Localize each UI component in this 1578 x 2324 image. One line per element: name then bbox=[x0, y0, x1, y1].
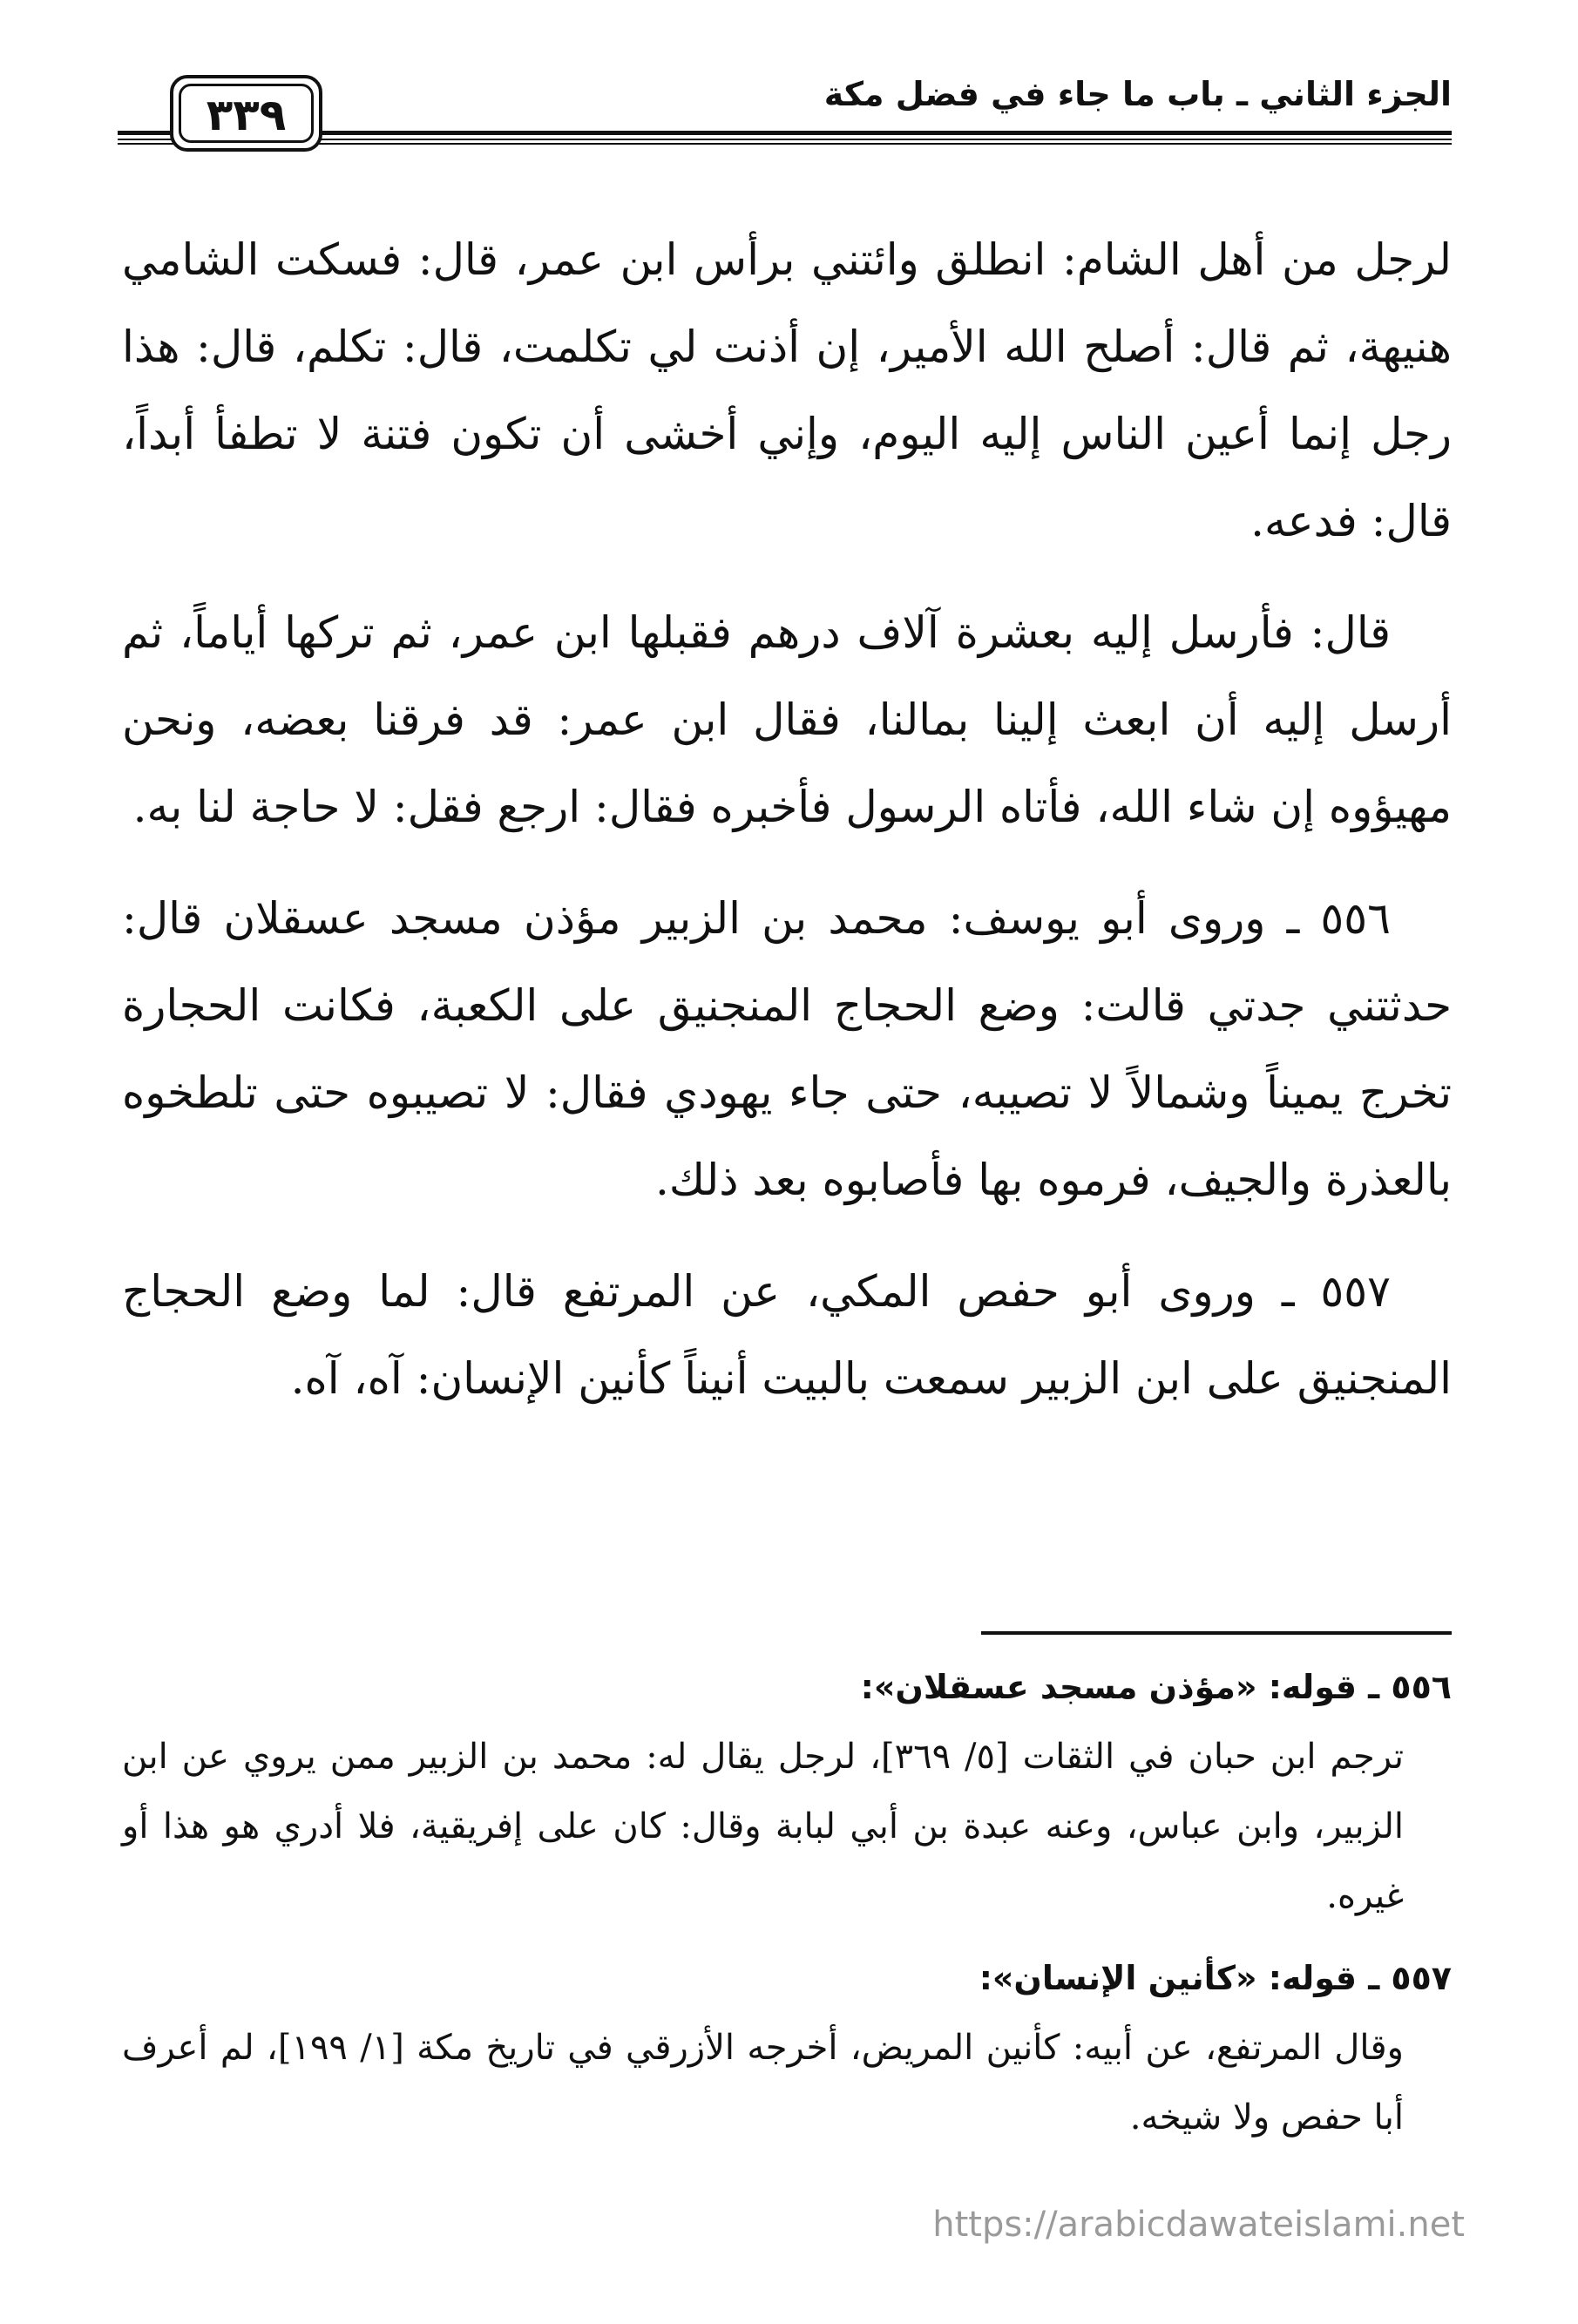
paragraph: قال: فأرسل إليه بعشرة آلاف درهم فقبلها ابن عمر، ثم تركها أياماً، ثم أرسل إليه أن ابعث إلينا بمالنا، فقال ابن عمر: قد فرقنا بعضه، ونحن مهيؤوه إن شاء الله، فأتاه الرسول فأخبره فقال: ارجع فقل: لا حاجة لنا به. bbox=[122, 607, 1452, 832]
footnote-text: ترجم ابن حبان في الثقات [٥/ ٣٦٩]، لرجل يقال له: محمد بن الزبير ممن يروي عن ابن الزبير، وابن عباس، وعنه عبدة بن أبي لبابة وقال: كان على إفريقية، فلا أدري هو هذا أو غيره. bbox=[122, 1737, 1404, 1916]
footnote bbox=[122, 1943, 1452, 2152]
footnote-heading: ٥٥٧ ـ قوله: «كأنين الإنسان»: bbox=[979, 1959, 1452, 1997]
footnote-separator bbox=[981, 1631, 1452, 1635]
paragraph: ٥٥٧ ـ وروى أبو حفص المكي، عن المرتفع قال: لما وضع الحجاج المنجنيق على ابن الزبير سمعت بالبيت أنيناً كأنين الإنسان: آه، آه. bbox=[122, 1266, 1452, 1404]
footnote-heading: ٥٥٦ ـ قوله: «مؤذن مسجد عسقلان»: bbox=[860, 1668, 1452, 1706]
watermark-url: https://arabicdawateislami.net bbox=[932, 2205, 1465, 2245]
page-number: ٣٣٩ bbox=[179, 84, 314, 143]
main-text bbox=[122, 216, 1452, 1422]
running-title: الجزء الثاني ـ باب ما جاء في فضل مكة bbox=[823, 75, 1452, 113]
footnote bbox=[122, 1652, 1452, 1931]
paragraph: ٥٥٦ ـ وروى أبو يوسف: محمد بن الزبير مؤذن مسجد عسقلان قال: حدثتني جدتي قالت: وضع الحجاج المنجنيق على الكعبة، فكانت الحجارة تخرج يميناً وشمالاً لا تصيبه، حتى جاء يهودي فقال: لا تصيبوه حتى تلطخوه بالعذرة والجيف، فرموه بها فأصابوه بعد ذلك. bbox=[122, 893, 1452, 1205]
footnotes bbox=[122, 1652, 1452, 2152]
page-number-badge bbox=[170, 75, 322, 152]
footnote-text: وقال المرتفع، عن أبيه: كأنين المريض، أخرجه الأزرقي في تاريخ مكة [١/ ١٩٩]، لم أعرف أبا حفص ولا شيخه. bbox=[122, 2028, 1404, 2138]
paragraph: لرجل من أهل الشام: انطلق وائتني برأس ابن عمر، قال: فسكت الشامي هنيهة، ثم قال: أصلح الله الأمير، إن أذنت لي تكلمت، قال: تكلم، قال: هذا رجل إنما أعين الناس إليه اليوم، وإني أخشى أن تكون فتنة لا تطفأ أبداً، قال: فدعه. bbox=[122, 234, 1452, 546]
